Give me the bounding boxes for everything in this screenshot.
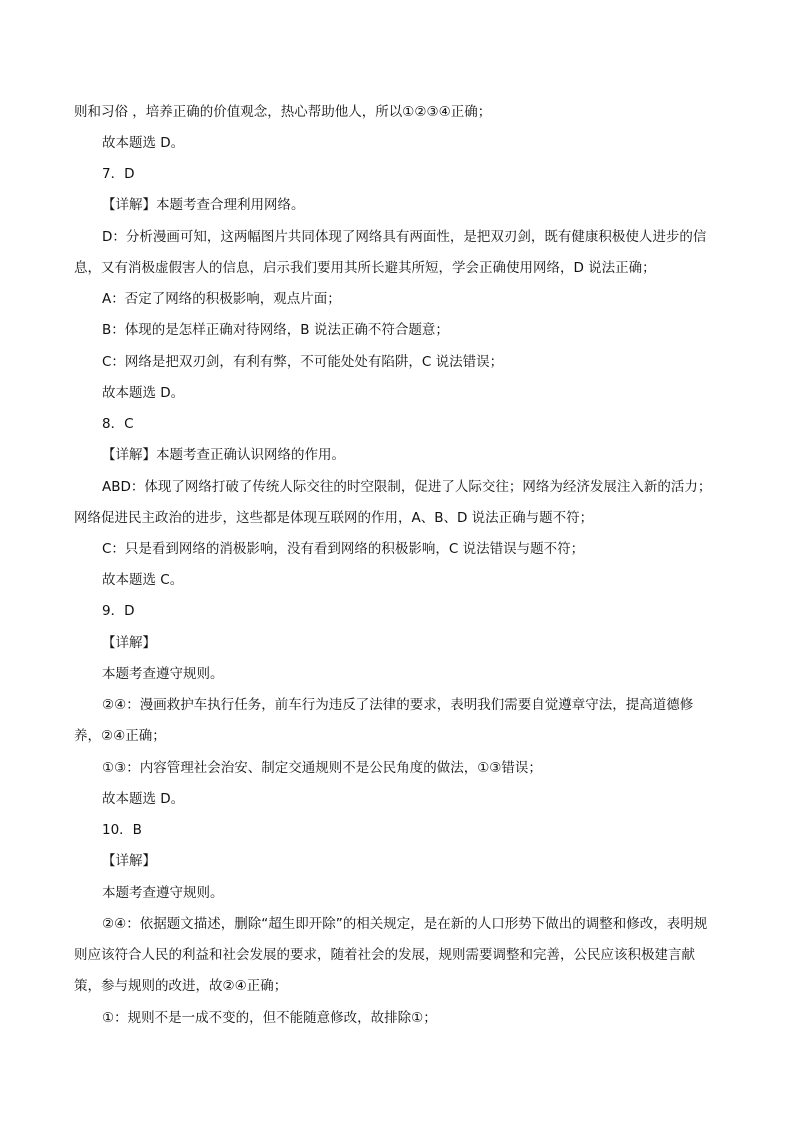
answer-text-line: C：只是看到网络的消极影响，没有看到网络的积极影响，C 说法错误与题不符； [102, 541, 585, 557]
answer-text-line: B：体现的是怎样正确对待网络，B 说法正确不符合题意； [102, 322, 449, 338]
answer-text-line: 本题考查遵守规则。 [102, 666, 224, 682]
answer-text-line: 故本题选 D。 [102, 135, 185, 151]
detail-heading: 【详解】 [102, 853, 156, 869]
answer-text-line: ②④：依据题文描述，删除“超生即开除”的相关规定，是在新的人口形势下做出的调整和修改，表明规 [102, 916, 708, 932]
answer-text-line: 网络促进民主政治的进步，这些都是体现互联网的作用，A、B、D 说法正确与题不符； [74, 510, 594, 526]
question-number: 10．B [102, 822, 142, 838]
answer-text-line: 故本题选 D。 [102, 791, 185, 807]
detail-heading: 【详解】本题考查正确认识网络的作用。 [102, 447, 345, 463]
answer-text-line: 故本题选 C。 [102, 572, 184, 588]
answer-text-line: ①③：内容管理社会治安、制定交通规则不是公民角度的做法，①③错误； [102, 760, 542, 776]
answer-text-line: C：网络是把双刃剑，有利有弊，不可能处处有陷阱，C 说法错误； [102, 354, 504, 370]
answer-text-line: 策，参与规则的改进，故②④正确； [74, 978, 288, 994]
answer-text-line: ②④：漫画救护车执行任务，前车行为违反了法律的要求，表明我们需要自觉遵章守法，提高道德修 [102, 697, 694, 713]
answer-text-line: D：分析漫画可知，这两幅图片共同体现了网络具有两面性，是把双刃剑，既有健康积极使人进步的信 [102, 229, 707, 245]
answer-text-line: 本题考查遵守规则。 [102, 885, 224, 901]
answer-text-line: 则应该符合人民的利益和社会发展的要求，随着社会的发展，规则需要调整和完善，公民应该积极建言献 [74, 947, 695, 963]
answer-text-line: A：否定了网络的积极影响，观点片面； [102, 291, 341, 307]
detail-heading: 【详解】本题考查合理利用网络。 [102, 197, 305, 213]
answer-text-line: ①：规则不是一成不变的，但不能随意修改，故排除①； [102, 1010, 437, 1026]
answer-text-line: 故本题选 D。 [102, 385, 185, 401]
question-number: 8．C [102, 416, 134, 432]
answer-text-line: 养，②④正确； [74, 728, 166, 744]
answer-text-line: ABD：体现了网络打破了传统人际交往的时空限制，促进了人际交往；网络为经济发展注入新的活力； [102, 479, 712, 495]
question-number: 7．D [102, 166, 135, 182]
answer-text-line: 息，又有消极虚假害人的信息，启示我们要用其所长避其所短，学会正确使用网络，D 说法正确； [74, 260, 656, 276]
detail-heading: 【详解】 [102, 635, 156, 651]
answer-text-line: 则和习俗 ，培养正确的价值观念，热心帮助他人，所以①②③④正确； [74, 104, 492, 120]
question-number: 9．D [102, 603, 135, 619]
